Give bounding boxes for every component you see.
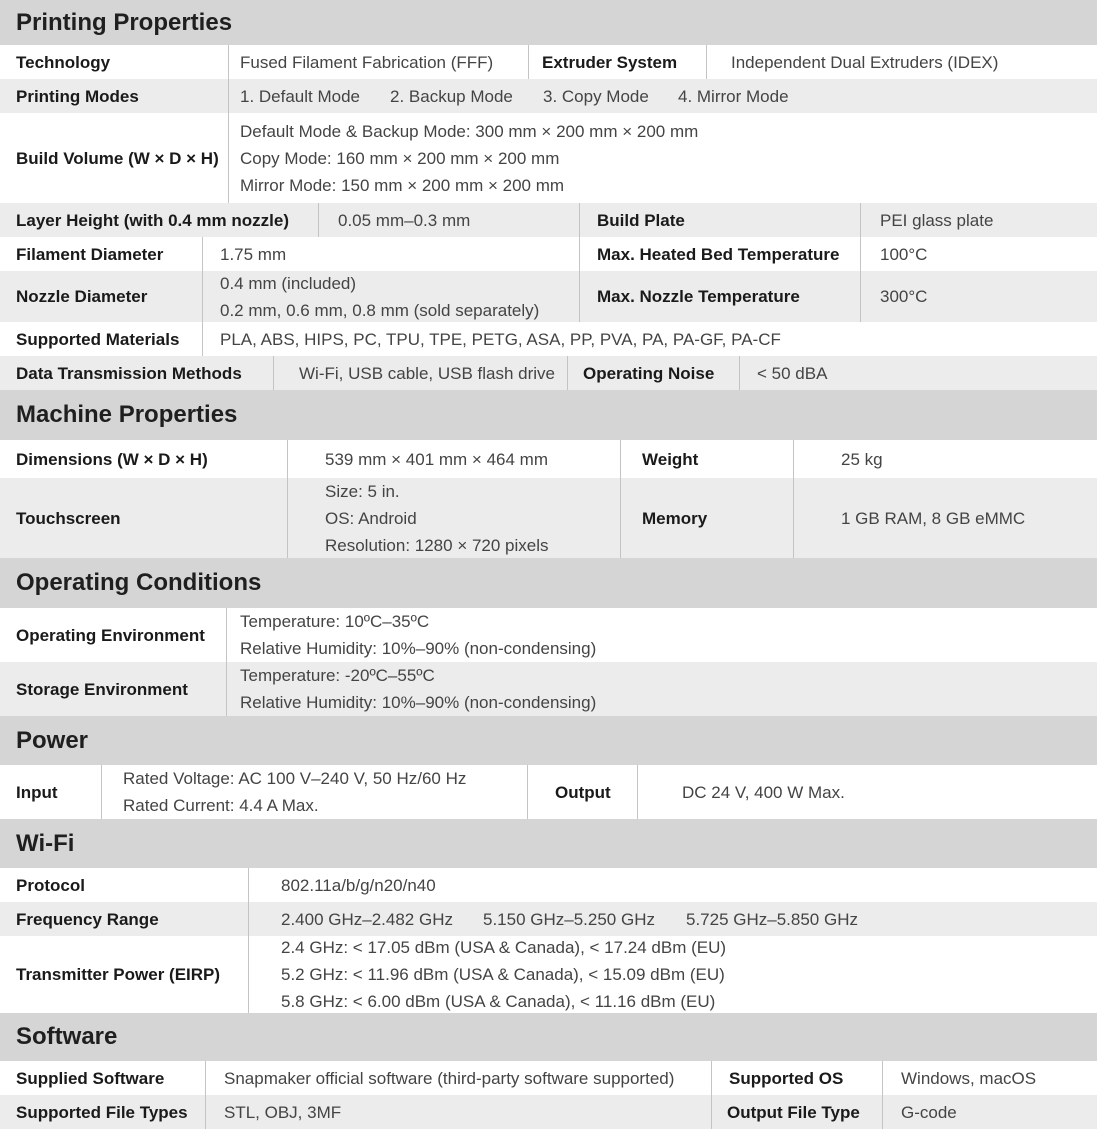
transmitter-power-line: 2.4 GHz: < 17.05 dBm (USA & Canada), < 17.24 dBm (EU) — [281, 938, 727, 957]
build-plate-label: Build Plate — [597, 210, 685, 230]
operating-environment-value — [240, 608, 596, 662]
nozzle-diameter-label: Nozzle Diameter — [16, 287, 148, 306]
section-title: Software — [16, 1023, 118, 1050]
data-transmission-label: Data Transmission Methods — [16, 363, 242, 383]
section-title: Wi-Fi — [16, 829, 75, 857]
spec-row-protocol — [0, 868, 1097, 902]
output-label: Output — [555, 782, 611, 802]
section-title: Machine Properties — [16, 401, 238, 428]
spec-row-frequency — [0, 902, 1097, 936]
divider — [882, 1095, 883, 1129]
build-volume-label: Build Volume (W × D × H) — [16, 148, 219, 168]
divider — [528, 45, 529, 79]
divider — [248, 868, 249, 902]
output-value: DC 24 V, 400 W Max. — [682, 782, 845, 802]
extruder-system-value: Independent Dual Extruders (IDEX) — [731, 52, 999, 72]
section-machine-properties — [0, 390, 1097, 440]
divider — [202, 322, 203, 356]
section-software — [0, 1013, 1097, 1061]
divider — [739, 356, 740, 390]
section-power — [0, 716, 1097, 765]
input-line: Rated Current: 4.4 A Max. — [123, 796, 319, 815]
frequency-range-1: 2.400 GHz–2.482 GHz — [281, 909, 453, 929]
filament-diameter-label: Filament Diameter — [16, 244, 164, 264]
touchscreen-value — [325, 478, 549, 558]
memory-label: Memory — [642, 508, 708, 528]
frequency-range-3: 5.725 GHz–5.850 GHz — [686, 909, 858, 929]
section-title: Power — [16, 726, 89, 754]
divider — [101, 765, 102, 819]
operating-environment-line: Relative Humidity: 10%–90% (non-condensing) — [240, 639, 597, 658]
nozzle-diameter-line: 0.4 mm (included) — [220, 273, 357, 293]
spec-row-materials — [0, 322, 1097, 356]
divider — [860, 237, 861, 271]
frequency-range-label: Frequency Range — [16, 909, 159, 929]
divider — [567, 356, 568, 390]
transmitter-power-line: 5.2 GHz: < 11.96 dBm (USA & Canada), < 15.09 dBm (EU) — [281, 965, 725, 984]
output-file-type-value: G-code — [901, 1102, 957, 1122]
operating-noise-label: Operating Noise — [583, 363, 715, 383]
supported-os-value: Windows, macOS — [901, 1068, 1037, 1088]
layer-height-label: Layer Height (with 0.4 mm nozzle) — [16, 210, 289, 230]
nozzle-temperature-value: 300°C — [880, 287, 928, 306]
extruder-system-label: Extruder System — [542, 52, 678, 72]
divider — [793, 440, 794, 478]
spec-row-power — [0, 765, 1097, 819]
supported-materials-value: PLA, ABS, HIPS, PC, TPU, TPE, PETG, ASA, PP, PVA, PA, PA-GF, PA-CF — [220, 329, 781, 349]
spec-row-transmission — [0, 356, 1097, 390]
input-line: Rated Voltage: AC 100 V–240 V, 50 Hz/60 Hz — [123, 769, 467, 788]
storage-environment-label: Storage Environment — [16, 679, 188, 699]
operating-noise-value: < 50 dBA — [757, 363, 828, 383]
protocol-label: Protocol — [16, 875, 85, 895]
divider — [226, 608, 227, 662]
supported-materials-label: Supported Materials — [16, 329, 180, 349]
layer-height-value: 0.05 mm–0.3 mm — [338, 210, 471, 230]
divider — [711, 1095, 712, 1129]
supported-file-types-label: Supported File Types — [16, 1102, 188, 1122]
divider — [620, 478, 621, 558]
spec-row-filament — [0, 237, 1097, 271]
build-volume-line: Mirror Mode: 150 mm × 200 mm × 200 mm — [240, 175, 565, 195]
supplied-software-value: Snapmaker official software (third-party software supported) — [224, 1068, 675, 1088]
divider — [860, 271, 861, 322]
divider — [793, 478, 794, 558]
input-value — [123, 765, 466, 819]
spec-row-layer-height — [0, 203, 1097, 237]
supported-os-label: Supported OS — [729, 1068, 844, 1088]
memory-value: 1 GB RAM, 8 GB eMMC — [841, 508, 1026, 528]
divider — [579, 203, 580, 237]
touchscreen-line: Resolution: 1280 × 720 pixels — [325, 535, 549, 555]
touchscreen-line: OS: Android — [325, 508, 417, 528]
divider — [228, 79, 229, 113]
divider — [620, 440, 621, 478]
storage-environment-value — [240, 662, 596, 716]
section-title: Operating Conditions — [16, 569, 262, 596]
printing-mode-3: 3. Copy Mode — [543, 86, 649, 106]
frequency-range-2: 5.150 GHz–5.250 GHz — [483, 909, 655, 929]
bed-temperature-value: 100°C — [880, 244, 928, 264]
data-transmission-value: Wi-Fi, USB cable, USB flash drive — [299, 363, 556, 383]
divider — [202, 271, 203, 322]
divider — [205, 1061, 206, 1095]
printing-mode-4: 4. Mirror Mode — [678, 86, 789, 106]
spec-row-nozzle — [0, 271, 1097, 322]
transmitter-power-label: Transmitter Power (EIRP) — [16, 965, 221, 984]
weight-value: 25 kg — [841, 449, 883, 469]
printing-mode-1: 1. Default Mode — [240, 86, 361, 106]
section-wifi — [0, 819, 1097, 868]
nozzle-diameter-value — [220, 271, 539, 322]
spec-row-build-volume — [0, 113, 1097, 203]
divider — [318, 203, 319, 237]
section-printing-properties — [0, 0, 1097, 45]
transmitter-power-value — [281, 936, 726, 1013]
storage-environment-line: Relative Humidity: 10%–90% (non-condensing) — [240, 693, 597, 712]
divider — [882, 1061, 883, 1095]
divider — [287, 440, 288, 478]
supported-file-types-value: STL, OBJ, 3MF — [224, 1102, 342, 1122]
divider — [579, 237, 580, 271]
divider — [205, 1095, 206, 1129]
divider — [711, 1061, 712, 1095]
divider — [226, 662, 227, 716]
divider — [248, 936, 249, 1013]
spec-row-touchscreen — [0, 478, 1097, 558]
divider — [860, 203, 861, 237]
spec-row-operating-environment — [0, 608, 1097, 662]
divider — [248, 902, 249, 936]
filament-diameter-value: 1.75 mm — [220, 244, 287, 264]
touchscreen-label: Touchscreen — [16, 508, 121, 528]
technology-label: Technology — [16, 52, 111, 72]
section-title: Printing Properties — [16, 8, 233, 36]
spec-row-printing-modes — [0, 79, 1097, 113]
operating-environment-line: Temperature: 10ºC–35ºC — [240, 612, 430, 631]
operating-environment-label: Operating Environment — [16, 625, 205, 645]
build-volume-line: Default Mode & Backup Mode: 300 mm × 200 mm × 200 mm — [240, 121, 699, 141]
protocol-value: 802.11a/b/g/n20/n40 — [281, 875, 436, 895]
divider — [228, 113, 229, 203]
spec-row-storage-environment — [0, 662, 1097, 716]
build-volume-line: Copy Mode: 160 mm × 200 mm × 200 mm — [240, 148, 560, 168]
nozzle-diameter-line: 0.2 mm, 0.6 mm, 0.8 mm (sold separately) — [220, 300, 540, 320]
supplied-software-label: Supplied Software — [16, 1068, 165, 1088]
spec-row-supplied-software — [0, 1061, 1097, 1095]
technology-value: Fused Filament Fabrication (FFF) — [240, 52, 494, 72]
divider — [202, 237, 203, 271]
divider — [527, 765, 528, 819]
build-plate-value: PEI glass plate — [880, 210, 994, 230]
dimensions-value: 539 mm × 401 mm × 464 mm — [325, 449, 548, 469]
divider — [706, 45, 707, 79]
spec-row-technology — [0, 45, 1097, 79]
divider — [287, 478, 288, 558]
dimensions-label: Dimensions (W × D × H) — [16, 449, 208, 469]
divider — [637, 765, 638, 819]
bed-temperature-label: Max. Heated Bed Temperature — [597, 244, 840, 264]
nozzle-temperature-label: Max. Nozzle Temperature — [597, 287, 800, 306]
touchscreen-line: Size: 5 in. — [325, 481, 400, 501]
transmitter-power-line: 5.8 GHz: < 6.00 dBm (USA & Canada), < 11.16 dBm (EU) — [281, 992, 716, 1011]
divider — [273, 356, 274, 390]
spec-row-transmitter-power — [0, 936, 1097, 1013]
section-operating-conditions — [0, 558, 1097, 608]
weight-label: Weight — [642, 449, 699, 469]
spec-row-file-types — [0, 1095, 1097, 1129]
spec-row-dimensions — [0, 440, 1097, 478]
input-label: Input — [16, 782, 58, 802]
divider — [579, 271, 580, 322]
output-file-type-label: Output File Type — [727, 1102, 860, 1122]
printing-modes-label: Printing Modes — [16, 86, 139, 106]
build-volume-value — [240, 113, 698, 203]
storage-environment-line: Temperature: -20ºC–55ºC — [240, 666, 435, 685]
divider — [228, 45, 229, 79]
printing-mode-2: 2. Backup Mode — [390, 86, 513, 106]
